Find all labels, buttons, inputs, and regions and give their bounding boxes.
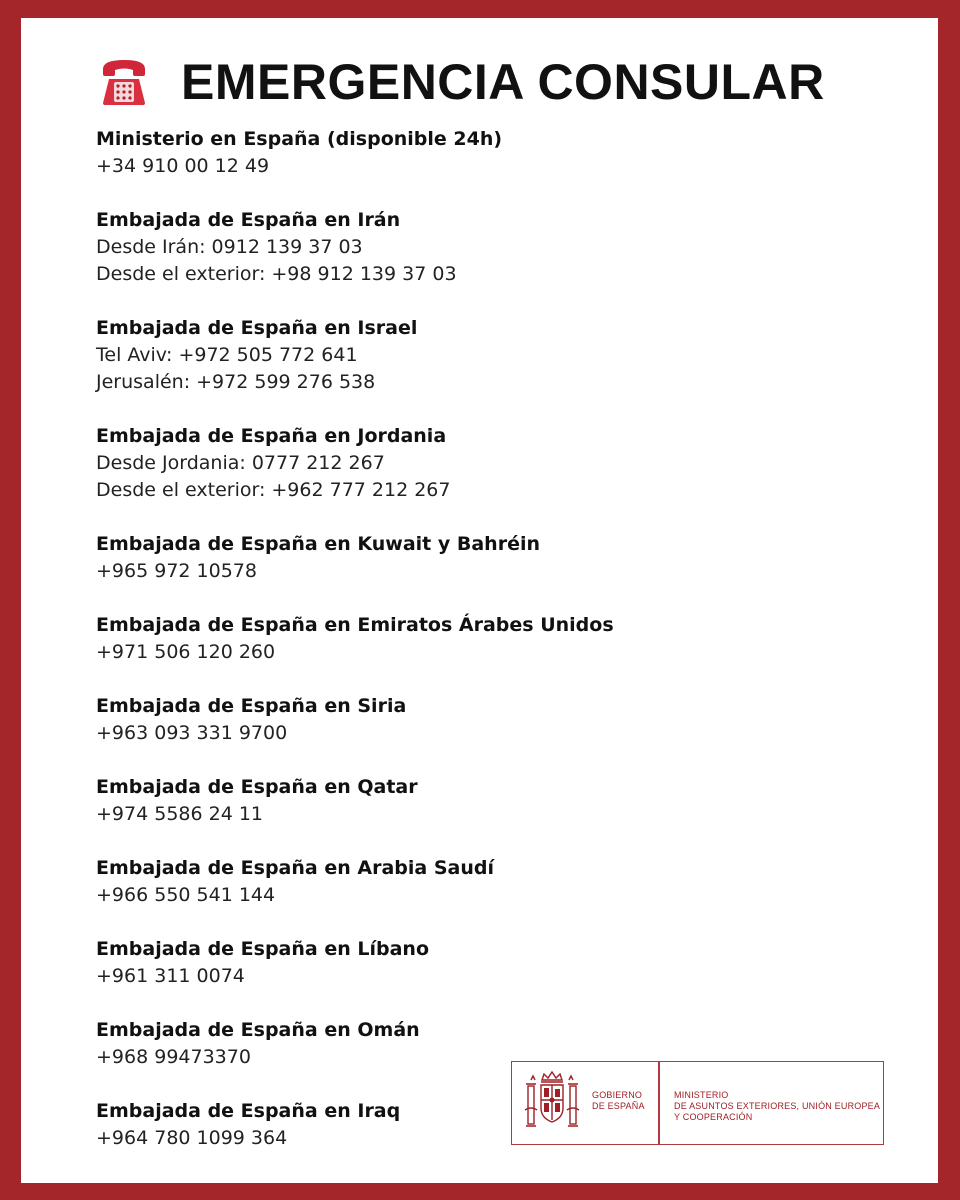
contact-phone: +971 506 120 260: [96, 641, 276, 663]
contact-phone: Tel Aviv: +972 505 772 641: [96, 344, 358, 366]
contact-phone: Desde el exterior: +98 912 139 37 03: [96, 263, 457, 285]
government-logo: [511, 1061, 884, 1145]
contact-list: [96, 126, 916, 1179]
logo-divider: [658, 1062, 660, 1144]
contact-name: Embajada de España en Jordania: [96, 425, 447, 447]
page-title: EMERGENCIA CONSULAR: [181, 54, 825, 110]
contact-entry: [96, 855, 916, 909]
contact-entry: [96, 774, 916, 828]
contact-phone: +974 5586 24 11: [96, 803, 264, 825]
contact-name: Embajada de España en Irán: [96, 209, 401, 231]
contact-name: Embajada de España en Kuwait y Bahréin: [96, 533, 540, 555]
contact-phone: Desde Irán: 0912 139 37 03: [96, 236, 363, 258]
contact-name: Ministerio en España (disponible 24h): [96, 128, 503, 150]
ministry-name-line: MINISTERIO: [674, 1090, 729, 1100]
contact-entry: [96, 936, 916, 990]
contact-phone: +963 093 331 9700: [96, 722, 288, 744]
contact-name: Embajada de España en Arabia Saudí: [96, 857, 494, 879]
contact-phone: Desde el exterior: +962 777 212 267: [96, 479, 451, 501]
telephone-icon: [97, 55, 151, 109]
contact-phone: +965 972 10578: [96, 560, 257, 582]
contact-phone: Desde Jordania: 0777 212 267: [96, 452, 385, 474]
contact-name: Embajada de España en Emiratos Árabes Unidos: [96, 614, 614, 636]
coat-of-arms-icon: [522, 1070, 582, 1136]
contact-phone: +964 780 1099 364: [96, 1127, 288, 1149]
contact-name: Embajada de España en Líbano: [96, 938, 429, 960]
contact-phone: +961 311 0074: [96, 965, 245, 987]
ministry-name-line: DE ASUNTOS EXTERIORES, UNIÓN EUROPEA: [674, 1101, 881, 1111]
contact-phone: +34 910 00 12 49: [96, 155, 270, 177]
contact-entry: [96, 207, 916, 288]
government-name-line: GOBIERNO: [592, 1090, 643, 1100]
contact-phone: Jerusalén: +972 599 276 538: [96, 371, 376, 393]
contact-name: Embajada de España en Omán: [96, 1019, 420, 1041]
contact-name: Embajada de España en Israel: [96, 317, 418, 339]
contact-phone: +966 550 541 144: [96, 884, 276, 906]
content-card: [21, 18, 938, 1183]
government-name-line: DE ESPAÑA: [592, 1101, 645, 1111]
ministry-name-line: Y COOPERACIÓN: [674, 1112, 753, 1122]
contact-entry: [96, 693, 916, 747]
contact-entry: [96, 612, 916, 666]
contact-entry: [96, 126, 916, 180]
contact-phone: +968 99473370: [96, 1046, 251, 1068]
contact-entry: [96, 423, 916, 504]
contact-name: Embajada de España en Qatar: [96, 776, 418, 798]
contact-entry: [96, 531, 916, 585]
ministry-name: [674, 1090, 880, 1123]
contact-name: Embajada de España en Iraq: [96, 1100, 401, 1122]
government-name: [592, 1090, 645, 1112]
contact-entry: [96, 315, 916, 396]
page-header: [97, 52, 825, 112]
contact-name: Embajada de España en Siria: [96, 695, 407, 717]
